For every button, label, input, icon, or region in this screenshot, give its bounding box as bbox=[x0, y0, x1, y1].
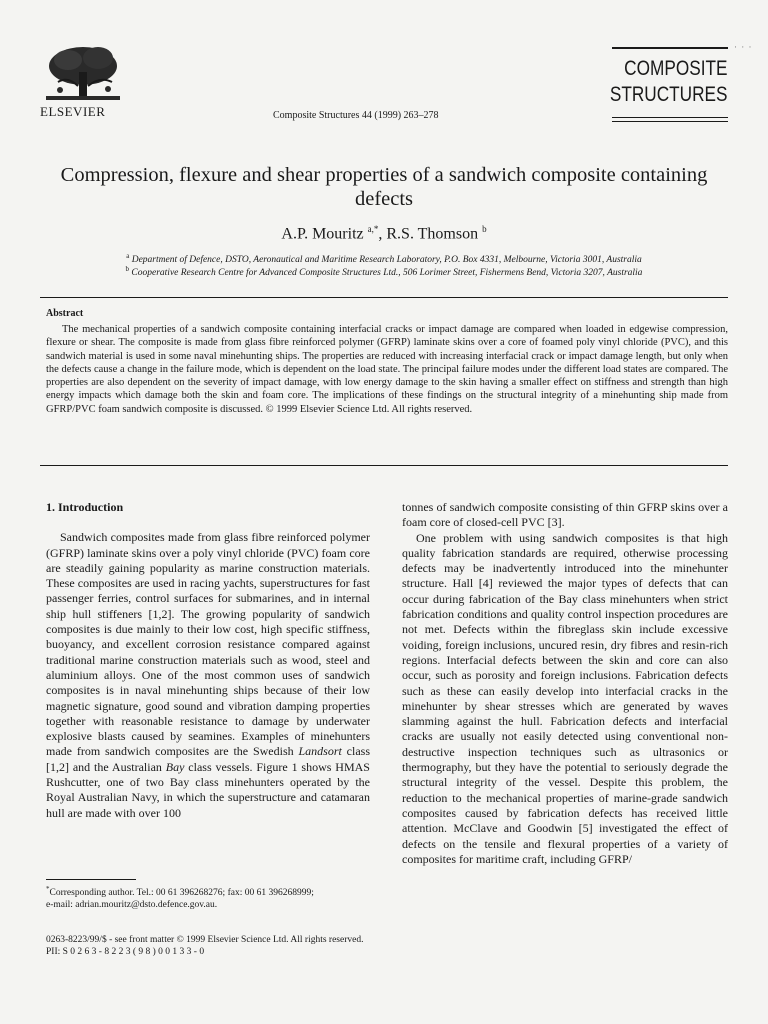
journal-rule-bottom-2 bbox=[612, 121, 728, 122]
author-2-affiliation: b bbox=[482, 224, 487, 234]
intro-paragraph-1 bbox=[46, 530, 370, 821]
footnote-rule bbox=[46, 879, 136, 880]
intro-paragraph-2: One problem with using sandwich composites is that high quality fabrication standards are required, otherwise processing defects may be inadvertently introduced into the minehunter structure. Hall [4] reviewed the major types of defects that can occur during fabrication of the Bay class minehunters when strict fabrication conditions and quality control inspection procedures are not met. Defects within the fibreglass skin include excessive voiding, foreign inclusions, uncured resin, dry fibres and resin-rich regions. Interfacial defects between the skin and core can also occur, such as porosity and foreign inclusions. Fabrication defects such as these can easily develop into interfacial cracks in the minehunter by shear stresses which are generated by waves slamming against the hull. Fabrication defects and interfacial cracks are usually not easily detected using conventional non-destructive inspection techniques such as ultrasonics or thermography, but they have the potential to seriously degrade the structural integrity of the vessel. Despite this problem, the reduction to the mechanical properties of marine-grade sandwich composites caused by fabrication defects has received little attention. McClave and Goodwin [5] investigated the effect of defects on the tensile and flexural properties of a variety of composites for maritime craft, including GFRP/ bbox=[402, 530, 728, 866]
affiliation-a bbox=[40, 252, 728, 265]
publisher-name: ELSEVIER bbox=[40, 104, 106, 119]
article-title: Compression, flexure and shear properties of a sandwich composite containing defects bbox=[60, 164, 708, 210]
journal-name bbox=[610, 56, 728, 108]
journal-rule-top bbox=[612, 47, 728, 49]
author-separator: , bbox=[378, 225, 387, 243]
corresponding-author-footnote bbox=[46, 883, 376, 911]
intro-paragraph-continued: tonnes of sandwich composite consisting of thin GFRP skins over a foam core of closed-cell PVC [3]. bbox=[402, 500, 728, 530]
copyright-line: 0263-8223/99/$ - see front matter © 1999 Elsevier Science Ltd. All rights reserved. bbox=[46, 935, 364, 945]
copyright-info bbox=[46, 934, 363, 958]
affiliation-b-text: Cooperative Research Centre for Advanced Composite Structures Ltd., 506 Lorimer Street, Fishermens Bend, Victoria 3207, Australia bbox=[131, 268, 643, 279]
elsevier-tree-logo bbox=[38, 42, 128, 104]
affiliation-a-text: Department of Defence, DSTO, Aeronautical and Maritime Research Laboratory, P.O. Box 4331, Melbourne, Victoria 3001, Australia bbox=[131, 255, 642, 266]
section-heading: 1. Introduction bbox=[46, 500, 124, 514]
abstract-heading: Abstract bbox=[46, 308, 84, 319]
affiliation-b-mark: b bbox=[125, 265, 130, 273]
affiliation-b bbox=[40, 265, 728, 278]
journal-rule-bottom-1 bbox=[612, 117, 728, 118]
left-column bbox=[46, 500, 370, 821]
corner-marks: · · · bbox=[734, 42, 753, 52]
footnote-line-1: Corresponding author. Tel.: 00 61 396268276; fax: 00 61 396268999; bbox=[49, 888, 314, 899]
journal-name-line1: COMPOSITE bbox=[624, 57, 728, 80]
intro-text-part-3: class vessels. Figure 1 shows HMAS Rushcutter, one of two Bay class minehunters operated by the Royal Australian Navy, in which the superstructure and catamaran hull are made with over 100 bbox=[46, 759, 370, 820]
ship-class-landsort: Landsort bbox=[298, 744, 342, 759]
author-1-affiliation: a,* bbox=[367, 224, 379, 234]
author-2: R.S. Thomson bbox=[386, 225, 479, 243]
ship-class-bay: Bay bbox=[165, 759, 185, 774]
journal-reference: Composite Structures 44 (1999) 263–278 bbox=[273, 110, 439, 121]
author-list bbox=[0, 224, 768, 243]
affiliation-a-mark: a bbox=[126, 252, 130, 260]
pii-line: PII: S 0 2 6 3 - 8 2 2 3 ( 9 8 ) 0 0 1 3 3 - 0 bbox=[46, 947, 205, 957]
journal-name-line2: STRUCTURES bbox=[610, 83, 728, 106]
intro-text-part-2: class [1,2] and the Australian bbox=[46, 744, 371, 774]
intro-text-part-1: Sandwich composites made from glass fibre reinforced polymer (GFRP) laminate skins over a poly vinyl chloride (PVC) foam core are steadily gaining popularity as marine construction materials. These composites are used in racing yachts, superstructures for fast passenger ferries, control surfaces for submarines, and in internal ship hull stiffeners [1,2]. The growing popularity of sandwich composites is due mainly to their low cost, high specific stiffness, buoyancy, and excellent corrosion resistance compared against traditional marine construction materials such as wood, steel and aluminium alloys. One of the most common uses of sandwich composites is in naval minehunting ships because of their low magnetic signature, good sound and vibration damping properties together with reasonable resistance to damage by underwater explosive blasts caused by seamines. Examples of minehunters made from sandwich composites are the Swedish bbox=[46, 530, 370, 759]
abstract-top-rule bbox=[40, 297, 728, 298]
right-column bbox=[402, 500, 728, 867]
footnote-mark: * bbox=[46, 885, 50, 893]
abstract-bottom-rule bbox=[40, 465, 728, 466]
abstract-text: The mechanical properties of a sandwich composite containing interfacial cracks or impact damage are compared when loaded in edgewise compression, flexure or shear. The composite is made from glass fibre reinforced polymer (GFRP) laminate skins over a core of foamed poly vinyl chloride (PVC), and this sandwich material is used in some naval minehunting ships. The properties are reduced with increasing interfacial crack or impact damage length, but only when the defects cause a change in the failure mode, which is dependent on the load state. The principal failure modes under the different load states are compared. The properties are also dependent on the severity of impact damage, with low energy damage to the skin having a smaller effect on stiffness and strength than high energy impacts which damage both the skin and foam core. The implications of these findings on the structural integrity of a minehunting ship made from GFRP/PVC foam sandwich composite is discussed. © 1999 Elsevier Science Ltd. All rights reserved. bbox=[46, 324, 728, 415]
footnote-line-2: e-mail: adrian.mouritz@dsto.defence.gov.au. bbox=[46, 900, 218, 911]
author-1: A.P. Mouritz bbox=[281, 225, 364, 243]
